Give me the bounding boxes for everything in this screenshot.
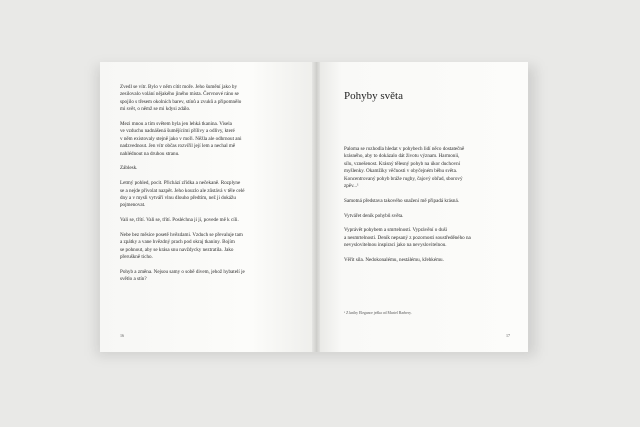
page-number: 17 xyxy=(506,333,510,338)
chapter-title: Pohyby světa xyxy=(344,90,403,102)
paragraph: Věřit síla. Nedokonalému, nestálému, křehkému. xyxy=(344,257,444,264)
paragraph: Samotná představa takového snažení mě připadá krásná. xyxy=(344,197,459,204)
paragraph: Mezi mnou a tím světem byla jen lehká tkanina. Visela ve vzduchu nadnášená šumějícími přílivy a odlivy, které v něm existovaly stejně jako v moři. Něžla ale odhrnout ani nadzvednout. Jen vítr občas rozvířil její lem a nechal mě nahlédnout na druhou stranu. xyxy=(120,121,242,157)
right-page xyxy=(316,62,528,352)
paragraph: Vytvářet deník pohybů světa. xyxy=(344,212,404,219)
book-gutter xyxy=(312,62,320,352)
paragraph: Vali se, třítí. Vali se, třítí. Posléchna ji jí, povede mě k cíli. xyxy=(120,217,239,224)
footnote: ¹ Z knihy Elegance ježka od Muriel Barbery. xyxy=(344,311,412,315)
left-page xyxy=(100,62,316,352)
paragraph: Vyprávět pohybem a smrtelností. Vyprávění o duši a nesmrtelnosti. Deník nepsaný z pozornosti soustředěného na nevyslovitelnou inspiraci jako na nevyslovitelnou. xyxy=(344,227,471,249)
paragraph: Nebe bez měsíce posetě hvězdami. Vzduch se převaluje tam a zpátky a vane hvězdný prach pod okraj tkaniny. Bojím se pohnout, aby se krása snu navždycky neztratila. Jako přeruškně ticho. xyxy=(120,232,243,261)
paragraph: Pohyb a změna. Nejsou samy o sobě divem, jehož hybatelí je světlo a stín? xyxy=(120,269,245,283)
paragraph: Záblesk. xyxy=(120,165,138,172)
paragraph: Paloma se rozhodla hledat v pohybech lidí něco dostatečně krásného, aby to dokázalo dát životu význam. Harmonii, sílu, vznešenost. Krásný tělesný pohyb na úkor duchovní myšlenky. Okamžiky věčnosti v obyčejném běhu světa. Koncentrovaný pohyb bráže rugby, čajový obřad, sborový zpěv...¹ xyxy=(344,146,465,190)
paragraph: Letmý pohled, pocit. Přichází zřídka a nečekaně. Rozplyne se a nejde přivolat nazpět. Jeho kouzlo ale zůstává v těle celé dny a v mysli vytváří vlnu dlouho předtím, než ji dokážu pojmenovat. xyxy=(120,180,245,209)
paragraph: Zvedl se vítr. Bylo v něm cítit moře. Jeho šumění jako by zesilovalo volání nějakého jiného místa. Červnové ráno se spojilo s třesem okolních barev, stínů a zvuků a připomnělo mi svět, o němž se mi kdysi zdálo. xyxy=(120,84,242,113)
page-number: 16 xyxy=(120,333,124,338)
